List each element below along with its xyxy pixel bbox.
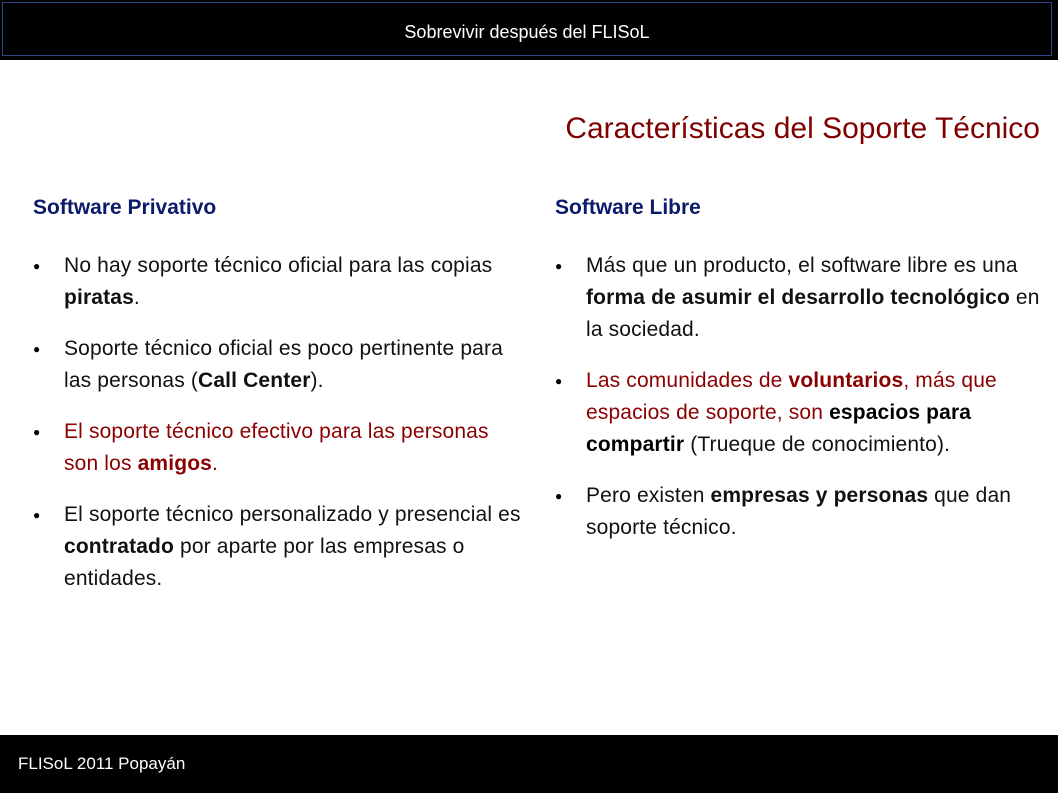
bullet-dot-icon: ● bbox=[33, 425, 41, 439]
bullet-item-highlighted bbox=[33, 416, 525, 480]
column-free bbox=[555, 194, 1045, 563]
bullet-text: Las comunidades de bbox=[586, 369, 789, 392]
bullet-text: El soporte técnico personalizado y presencial es bbox=[64, 503, 521, 526]
header-frame bbox=[2, 2, 1052, 56]
slide-title: Características del Soporte Técnico bbox=[565, 112, 1040, 145]
bullet-text: . bbox=[133, 286, 140, 309]
bullet-text: El soporte técnico efectivo para las personas son los bbox=[64, 420, 489, 475]
footer-bar bbox=[0, 735, 1058, 793]
bullet-text: No hay soporte técnico oficial para las copias bbox=[64, 254, 493, 277]
bullet-text: por aparte por las empresas o entidades. bbox=[64, 535, 465, 590]
footer-text: FLISoL 2011 Popayán bbox=[18, 754, 186, 773]
bullet-bold: contratado bbox=[64, 535, 175, 558]
bullet-bold: amigos bbox=[137, 452, 212, 475]
bullet-item bbox=[33, 250, 525, 314]
bullet-dot-icon: ● bbox=[555, 374, 563, 388]
bullet-text: Pero existen bbox=[586, 484, 711, 507]
bullet-text: (Trueque de conocimiento). bbox=[684, 433, 951, 456]
bullet-bold: voluntarios bbox=[788, 369, 904, 392]
bullet-item-highlighted bbox=[555, 365, 1045, 461]
bullet-dot-icon: ● bbox=[33, 342, 41, 356]
bullet-item bbox=[33, 499, 525, 595]
bullet-text: Soporte técnico oficial es poco pertinente para las personas ( bbox=[64, 337, 503, 392]
bullet-bold: piratas bbox=[64, 286, 134, 309]
column-heading-free: Software Libre bbox=[555, 196, 701, 219]
bullet-text: que dan soporte técnico. bbox=[586, 484, 1012, 539]
bullet-dot-icon: ● bbox=[555, 259, 563, 273]
bullet-bold: forma de asumir el desarrollo tecnológico bbox=[586, 286, 1010, 309]
bullet-item bbox=[33, 333, 525, 397]
header-title: Sobrevivir después del FLISoL bbox=[404, 22, 650, 42]
header-bar bbox=[0, 0, 1058, 60]
bullet-bold: empresas y personas bbox=[710, 484, 929, 507]
bullet-item bbox=[555, 480, 1045, 544]
bullet-dot-icon: ● bbox=[555, 489, 563, 503]
bullet-text: Más que un producto, el software libre es una bbox=[586, 254, 1018, 277]
bullet-item bbox=[555, 250, 1045, 346]
bullet-text: en la sociedad. bbox=[586, 286, 1040, 341]
column-privative bbox=[33, 194, 525, 614]
bullet-bold: espacios para compartir bbox=[586, 401, 972, 456]
bullet-bold: Call Center bbox=[198, 369, 311, 392]
bullet-text: , más que espacios de soporte, son bbox=[586, 369, 997, 424]
bullet-text: . bbox=[212, 452, 218, 475]
bullet-dot-icon: ● bbox=[33, 259, 41, 273]
bullet-dot-icon: ● bbox=[33, 508, 41, 522]
bullet-text: ). bbox=[310, 369, 324, 392]
column-heading-privative: Software Privativo bbox=[33, 196, 217, 219]
